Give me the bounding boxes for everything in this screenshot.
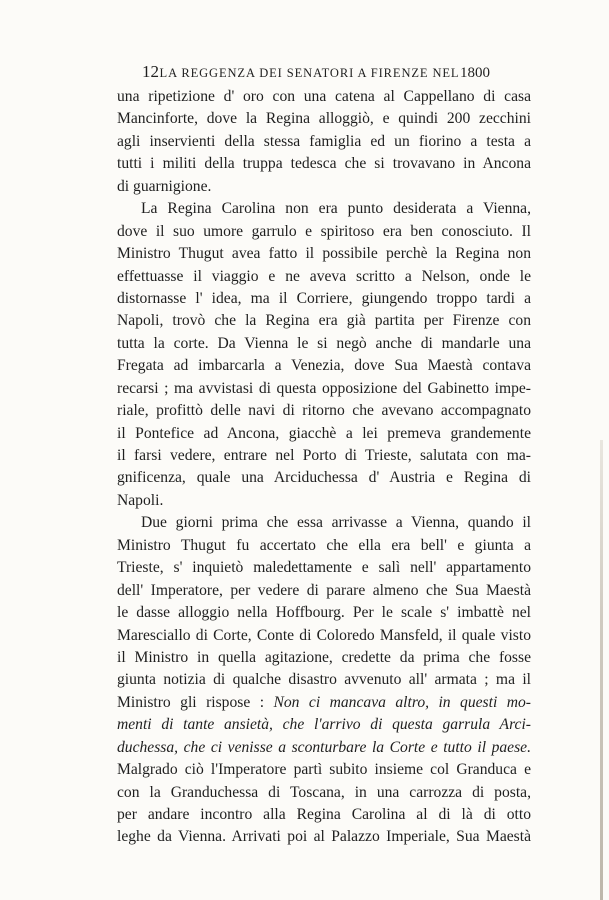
running-title-year: 1800 [460, 65, 490, 81]
text-line: gnificenza, quale una Arciduchessa d' Austria e Regina di [117, 469, 531, 487]
text-line: il farsi vedere, entrare nel Porto di Trieste, salutata con ma- [117, 447, 531, 464]
body-text [117, 86, 531, 849]
text-line: effettuasse il viaggio e ne aveva scritto a Nelson, onde le [117, 267, 531, 285]
text-line: di guarnigione. [117, 177, 212, 195]
text-line: leghe da Vienna. Arrivati poi al Palazzo Imperiale, Sua Maestà [117, 828, 531, 846]
text-line: con la Granduchessa di Toscana, in una carrozza di posta, [117, 783, 531, 801]
text-line: Napoli, trovò che la Regina era già partita per Firenze con [117, 312, 531, 330]
text-line-italic: duchessa, che ci venisse a sconturbare la Corte e tutto il paese. [117, 738, 531, 756]
text-line: il Ministro in quella agitazione, credette da prima che fosse [117, 648, 531, 666]
text-line-italic: menti di tante ansietà, che l'arrivo di questa garrula Arci- [117, 716, 531, 734]
text-line: Fregata ad imbarcarla a Venezia, dove Sua Maestà contava [117, 357, 531, 375]
page-edge [600, 440, 603, 900]
text-line: giunta notizia di qualche disastro avvenuto all' armata ; ma il [117, 671, 531, 689]
page-number: 12 [142, 62, 159, 81]
text-line: riale, profittò delle navi di ritorno che avevano accompagnato [117, 402, 531, 420]
text-line: il Pontefice ad Ancona, giacchè a lei premeva grandemente [117, 424, 531, 442]
text-line: una ripetizione d' oro con una catena al Cappellano di casa [117, 88, 531, 105]
text-line: Ministro Thugut fu accertato che ella era bell' e giunta a [117, 536, 531, 554]
text-line: Due giorni prima che essa arrivasse a Vienna, quando il [141, 514, 531, 532]
text-line-roman: Ministro gli rispose : [117, 693, 265, 711]
text-line: Ministro Thugut avea fatto il possibile perchè la Regina non [117, 245, 531, 263]
running-header [142, 62, 490, 82]
text-line: Maresciallo di Corte, Conte di Coloredo Mansfeld, il quale visto [117, 626, 531, 644]
text-line: recarsi ; ma avvistasi di questa opposizione del Gabinetto impe- [117, 379, 531, 397]
running-title: LA REGGENZA DEI SENATORI A FIRENZE NEL [159, 66, 460, 80]
text-line: per andare incontro alla Regina Carolina al di là di otto [117, 806, 531, 823]
text-line: Mancinforte, dove la Regina alloggiò, e quindi 200 zecchini [117, 110, 531, 128]
text-line: tutti i militi della truppa tedesca che si trovavano in Ancona [117, 155, 531, 173]
text-line: dell' Imperatore, per vedere di parare almeno che Sua Maestà [117, 581, 531, 599]
text-line: distornasse l' idea, ma il Corriere, giungendo troppo tardi a [117, 289, 531, 307]
text-line: La Regina Carolina non era punto desiderata a Vienna, [141, 200, 531, 218]
text-line: agli inservienti della stessa famiglia ed un fiorino a testa a [117, 132, 531, 150]
text-line: dove il suo umore garrulo e spiritoso era ben conosciuto. Il [117, 222, 531, 240]
text-line: Napoli. [117, 491, 164, 509]
text-line: Trieste, s' inquietò maledettamente e salì nell' appartamento [117, 559, 531, 577]
text-line [117, 692, 531, 714]
text-line: tutta la corte. Da Vienna le si negò anche di mandarle una [117, 334, 531, 352]
text-line: Malgrado ciò l'Imperatore partì subito insieme col Granduca e [117, 761, 531, 779]
text-line: le dasse alloggio nella Hoffbourg. Per le scale s' imbattè nel [117, 604, 531, 622]
text-line-italic: Non ci mancava altro, in questi mo- [273, 693, 531, 711]
